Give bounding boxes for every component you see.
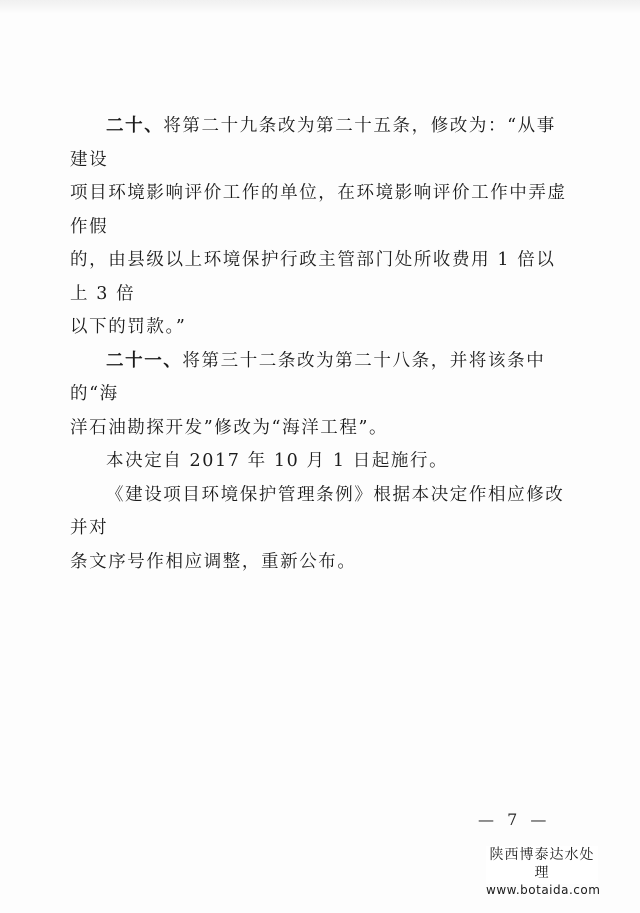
paragraph-line: 条文序号作相应调整，重新公布。: [70, 551, 357, 572]
paragraph-article-21: [70, 345, 570, 446]
watermark: [486, 846, 601, 897]
watermark-company: 陕西博泰达水处理: [489, 847, 595, 881]
watermark-url: www.botaida.com: [486, 883, 601, 897]
paragraph-line: 洋石油勘探开发”修改为“海洋工程”。: [70, 417, 389, 438]
paragraph-line: 本决定自 2017 年 10 月 1 日起施行。: [106, 451, 449, 471]
page-number: — 7 —: [478, 810, 551, 829]
paragraph-article-20: [70, 110, 570, 345]
body-text: [70, 110, 570, 579]
paragraph-line: [70, 345, 570, 412]
paragraph-republish: [70, 479, 570, 580]
paragraph-line: 《建设项目环境保护管理条例》根据本决定作相应修改并对: [70, 484, 565, 538]
line-text: 将第二十九条改为第二十五条，修改为：“从事建设: [70, 116, 556, 170]
article-number: 二十、: [106, 116, 164, 136]
paragraph-effective-date: [70, 445, 570, 479]
scan-edge: [0, 0, 640, 14]
line-text: 将第三十二条改为第二十八条，并将该条中的“海: [70, 350, 546, 404]
paragraph-line: 的，由县级以上环境保护行政主管部门处所收费用 1 倍以上 3 倍: [70, 250, 556, 304]
article-number: 二十一、: [106, 350, 183, 371]
paragraph-line: [70, 110, 570, 177]
paragraph-line: 项目环境影响评价工作的单位，在环境影响评价工作中弄虚作假: [70, 183, 567, 237]
paragraph-line: 以下的罚款。”: [70, 317, 187, 337]
